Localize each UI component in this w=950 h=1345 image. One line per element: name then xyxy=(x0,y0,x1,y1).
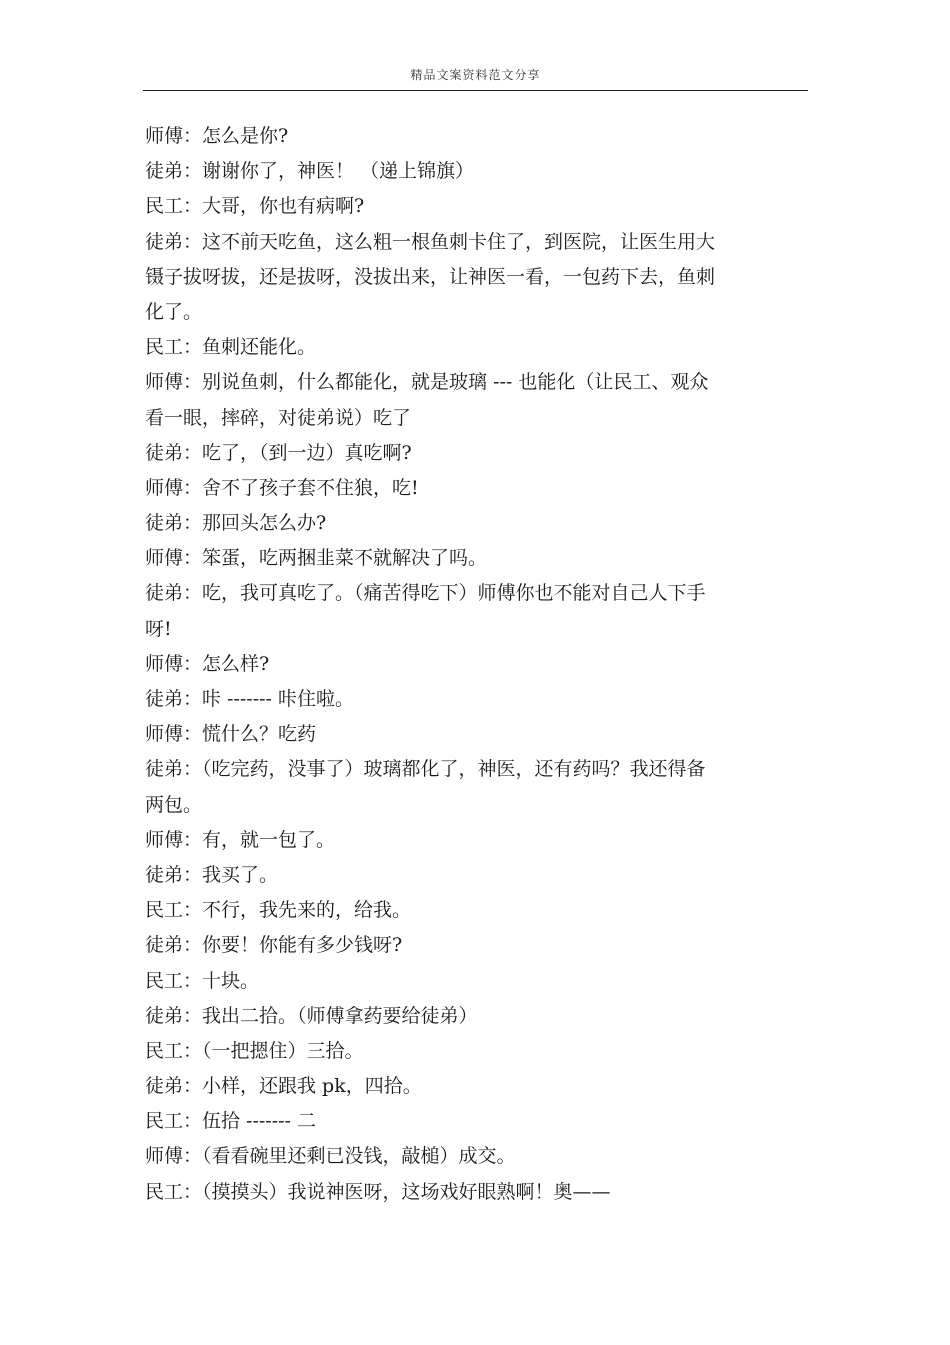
dialogue-line: 民工：（摸摸头）我说神医呀，这场戏好眼熟啊！奥—— xyxy=(145,1180,611,1203)
dialogue-body xyxy=(145,119,805,1210)
dialogue-line: 化了。 xyxy=(145,300,203,323)
dialogue-line: 民工：鱼刺还能化。 xyxy=(145,336,317,359)
dialogue-line: 呀! xyxy=(145,617,172,640)
dialogue-line: 徒弟：你要！你能有多少钱呀? xyxy=(145,934,403,957)
dialogue-line: 徒弟：这不前天吃鱼，这么粗一根鱼刺卡住了，到医院，让医生用大 xyxy=(145,230,716,253)
page-header: 精品文案资料范文分享 xyxy=(410,68,541,82)
dialogue-line: 师傅：笨蛋，吃两捆韭菜不就解决了吗。 xyxy=(145,547,488,570)
dialogue-line: 师傅：（看看碗里还剩已没钱，敲槌）成交。 xyxy=(145,1145,516,1168)
dialogue-line: 师傅：有，就一包了。 xyxy=(145,828,336,851)
header-divider xyxy=(143,90,808,91)
dialogue-line: 徒弟：吃了，（到一边）真吃啊? xyxy=(145,441,412,464)
dialogue-line: 民工：（一把摁住）三拾。 xyxy=(145,1039,364,1062)
dialogue-line: 徒弟：谢谢你了，神医！ （递上锦旗） xyxy=(145,160,475,183)
dialogue-line: 徒弟：那回头怎么办? xyxy=(145,512,327,535)
dialogue-line: 徒弟：小样，还跟我 pk，四拾。 xyxy=(145,1075,422,1098)
dialogue-line: 徒弟：咔 ------- 咔住啦。 xyxy=(145,688,355,710)
dialogue-line: 师傅：怎么样? xyxy=(145,652,270,675)
dialogue-line: 师傅：舍不了孩子套不住狼，吃! xyxy=(145,476,419,499)
dialogue-line: 徒弟：（吃完药，没事了）玻璃都化了，神医，还有药吗？我还得备 xyxy=(145,758,706,781)
dialogue-line: 民工：伍拾 ------- 二 xyxy=(145,1110,317,1133)
dialogue-line: 民工：十块。 xyxy=(145,969,260,992)
dialogue-line: 师傅：慌什么？吃药 xyxy=(145,723,317,746)
dialogue-line: 徒弟：吃，我可真吃了。（痛苦得吃下）师傅你也不能对自己人下手 xyxy=(145,582,706,605)
dialogue-line: 民工：不行，我先来的，给我。 xyxy=(145,899,412,922)
dialogue-line: 镊子拔呀拔，还是拔呀，没拔出来，让神医一看，一包药下去，鱼刺 xyxy=(145,265,716,288)
dialogue-line: 师傅：别说鱼刺，什么都能化，就是玻璃 --- 也能化（让民工、观众 xyxy=(145,371,709,394)
dialogue-line: 徒弟：我出二拾。（师傅拿药要给徒弟） xyxy=(145,1004,478,1027)
dialogue-line: 师傅：怎么是你? xyxy=(145,125,289,147)
dialogue-line: 徒弟：我买了。 xyxy=(145,863,279,886)
dialogue-line: 两包。 xyxy=(145,793,203,816)
dialogue-line: 看一眼，摔碎，对徒弟说）吃了 xyxy=(145,406,412,429)
dialogue-line: 民工：大哥，你也有病啊? xyxy=(145,195,365,218)
